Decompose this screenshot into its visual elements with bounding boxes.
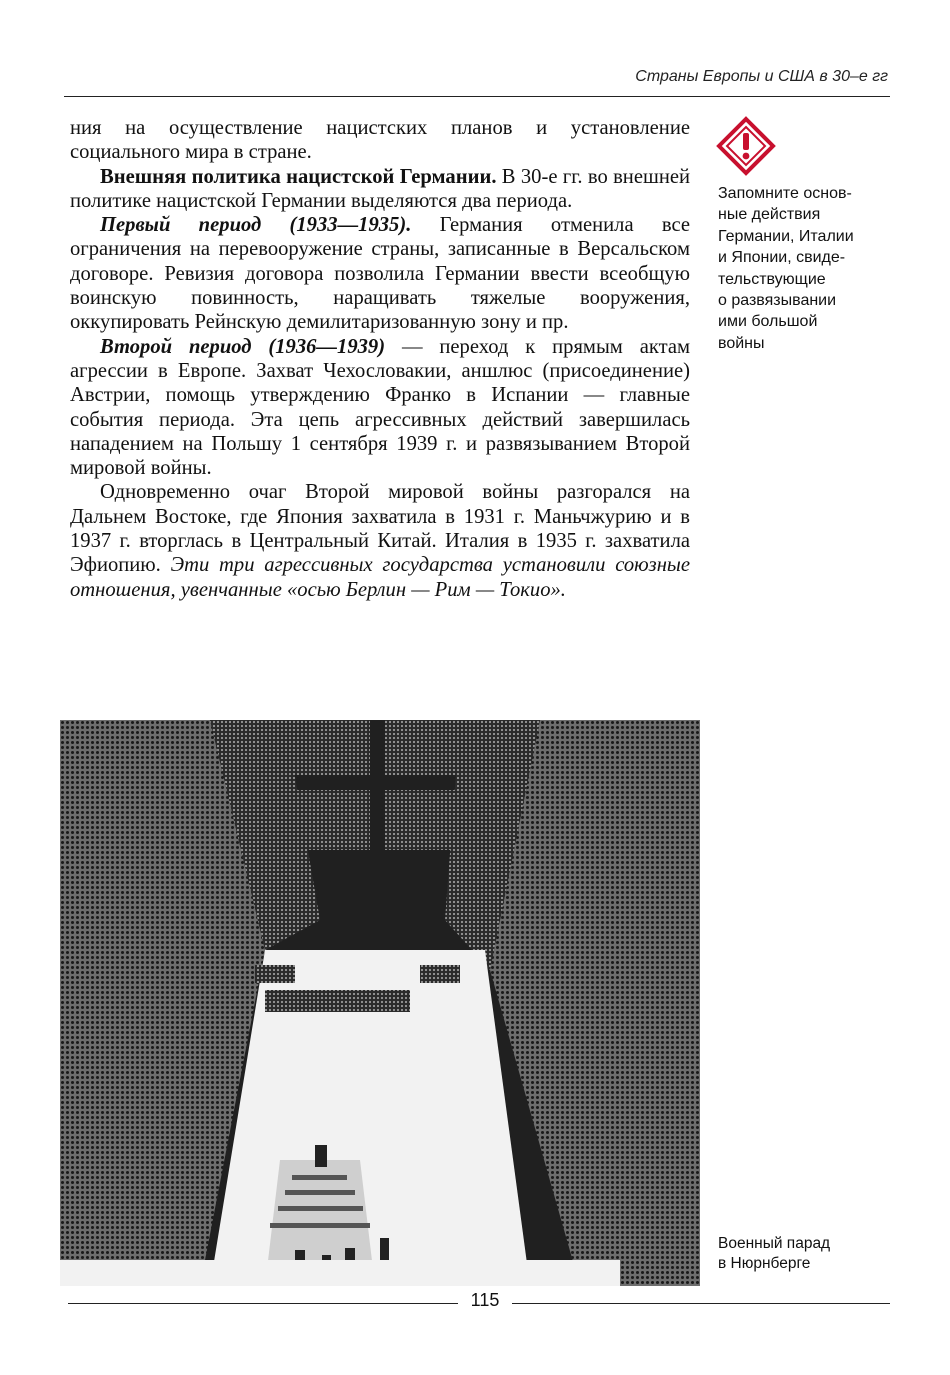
main-text-column — [70, 116, 690, 602]
margin-note-text: Запомните основ- ные действия Германии, Италии и Японии, свиде- тельствующие о развязывании ими большой войны — [718, 185, 854, 352]
paragraph-text: Одновременно очаг Второй мировой войны разгорался на Дальнем Востоке, где Япония захватила в 1931 г. Маньчжурию и в 1937 г. вторглась в Центральный Китай. Италия в 1935 г. захватила Эфиопию. — [70, 481, 690, 577]
period-heading: Первый период (1933—1935). — [100, 214, 412, 237]
page-number: 115 — [470, 1290, 500, 1310]
paragraph-text: — переход к прямым актам агрессии в Европе. Захват Чехословакии, аншлюс (присоединение) Австрии, помощь утверждению Франко в Испании — главные события периода. Эта цепь агрессивных действий завершилась нападением на Польшу 1 сентября 1939 г. и развязыванием Второй мировой войны. — [70, 335, 690, 480]
header-title: Страны Европы и США в 30–е гг — [635, 68, 888, 85]
margin-note — [718, 116, 896, 354]
section-heading: Внешняя политика нацистской Германии. — [100, 165, 497, 188]
paragraph-second-period — [70, 335, 690, 481]
paragraph-text: В 30-е гг. во внешней политике нацистской Германии выделяются два периода. — [70, 165, 690, 212]
paragraph-foreign-policy — [70, 165, 690, 214]
paragraph-text: ния на осуществление нацистских планов и установление социального мира в стране. — [70, 117, 690, 164]
period-heading: Второй период (1936—1939) — [100, 335, 386, 358]
paragraph-first-period — [70, 213, 690, 334]
footer-rule-left — [68, 1303, 458, 1304]
photo-caption: Военный парад в Нюрнберге — [718, 1235, 831, 1272]
paragraph-far-east — [70, 480, 690, 601]
paragraph-continuation — [70, 116, 690, 165]
footer-rule-right — [512, 1303, 890, 1304]
warning-diamond-icon — [716, 116, 776, 176]
parade-photo-image — [60, 720, 700, 1286]
parade-photo — [60, 720, 700, 1286]
paragraph-text: Германия отменила все ограничения на перевооружение страны, записанные в Версальском договоре. Ревизия договора позволила Германии ввести всеобщую воинскую повинность, наращивать тяжелые вооружения, оккупировать Рейнскую демилитаризованную зону и пр. — [70, 214, 690, 334]
running-header — [64, 66, 890, 97]
paragraph-italic-text: Эти три агрессивных государства установили союзные отношения, увенчанные «осью Берлин — Рим — Токио». — [70, 554, 690, 601]
